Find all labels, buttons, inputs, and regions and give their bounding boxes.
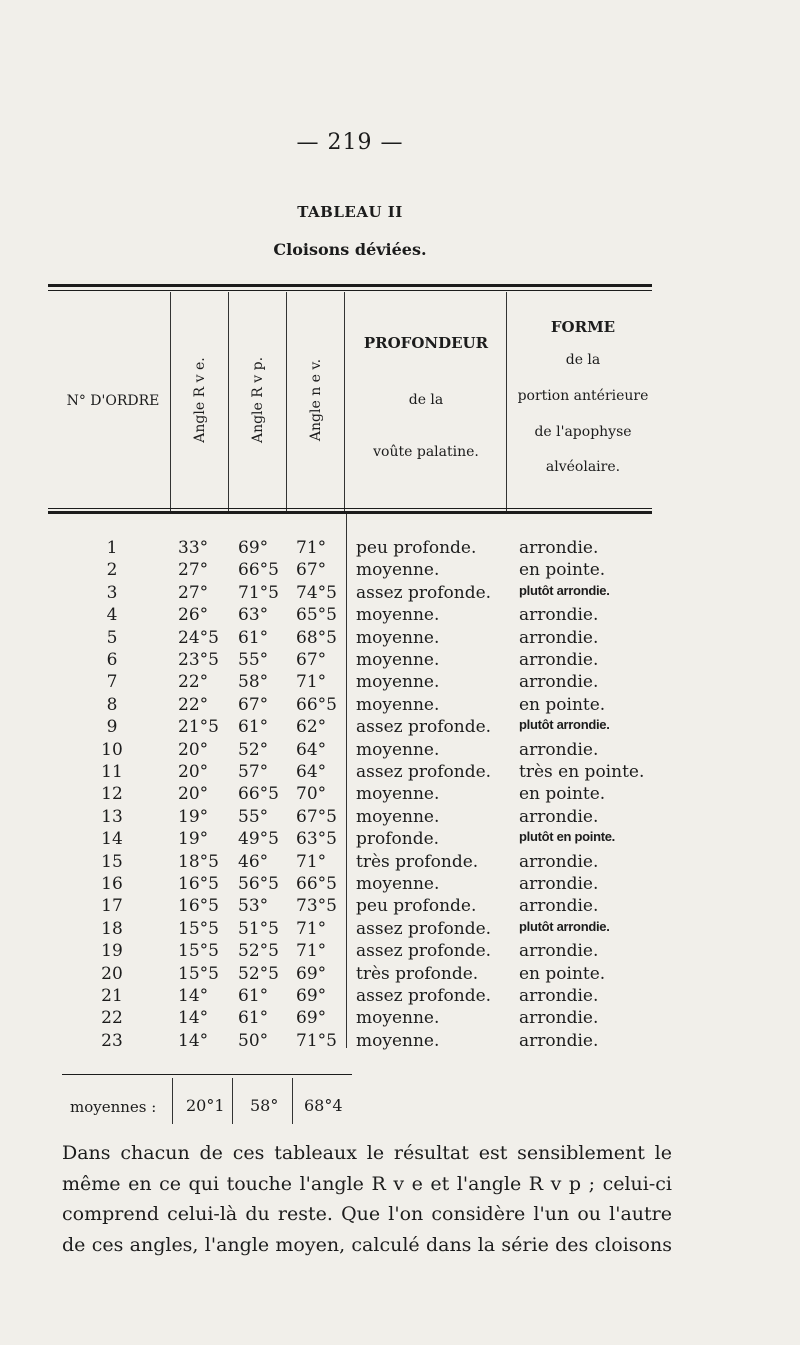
column-separator [228, 292, 229, 514]
forme-value: en pointe. [519, 963, 606, 984]
angle-nev-value: 66°5 [296, 694, 337, 715]
table-top-rule [48, 284, 652, 287]
angle-nev-value: 71° [296, 851, 327, 872]
profondeur-value: assez profonde. [356, 717, 492, 738]
table-row [0, 628, 700, 650]
angle-rve-value: 20° [178, 739, 209, 760]
profondeur-value: moyenne. [356, 694, 440, 715]
paragraph-line: de ces angles, l'angle moyen, calculé dans la série des cloisons [62, 1233, 672, 1256]
angle-nev-value: 73°5 [296, 896, 337, 917]
angle-rve-value: 18°5 [178, 851, 219, 872]
angle-rvp-value: 49°5 [238, 829, 279, 850]
profondeur-value: moyenne. [356, 874, 440, 894]
row-number: 3 [106, 582, 118, 603]
header-forme-4: de l'apophyse [534, 424, 632, 440]
table-row [0, 784, 700, 806]
row-number: 2 [106, 560, 118, 581]
header-profondeur-3: voûte palatine. [373, 444, 479, 460]
table-row [0, 1008, 700, 1030]
row-number: 23 [101, 1030, 123, 1051]
angle-rve-value: 27° [178, 560, 209, 581]
angle-rvp-value: 50° [238, 1030, 269, 1051]
forme-value: très en pointe. [519, 762, 645, 782]
angle-nev-value: 67° [296, 650, 327, 670]
forme-value: arrondie. [519, 1030, 599, 1051]
angle-rvp-value: 53° [238, 896, 269, 917]
angle-nev-value: 64° [296, 739, 327, 760]
row-number: 8 [106, 694, 118, 715]
angle-rvp-value: 61° [238, 717, 269, 738]
angle-rvp-value: 46° [238, 851, 269, 872]
header-angle-nev: Angle n e v. [308, 358, 324, 442]
angle-rve-value: 19° [178, 829, 209, 850]
angle-rve-value: 20° [178, 784, 209, 805]
averages-separator [232, 1078, 233, 1124]
angle-nev-value: 65°5 [296, 605, 337, 626]
angle-rvp-value: 58° [238, 672, 269, 693]
angle-rvp-value: 61° [238, 1008, 269, 1029]
angle-nev-value: 71° [296, 918, 327, 939]
column-separator [286, 292, 287, 514]
profondeur-value: moyenne. [356, 1008, 440, 1029]
header-forme-3: portion antérieure [517, 388, 649, 404]
table-row [0, 762, 700, 784]
table-row [0, 583, 700, 605]
header-profondeur-1: PROFONDEUR [363, 334, 489, 352]
angle-rve-value: 26° [178, 605, 209, 626]
header-profondeur-2: de la [408, 392, 444, 408]
angle-rvp-value: 51°5 [238, 918, 279, 939]
average-nev: 68°4 [304, 1096, 343, 1115]
angle-nev-value: 71° [296, 538, 327, 558]
table-row [0, 650, 700, 672]
angle-nev-value: 67° [296, 560, 327, 581]
forme-value: en pointe. [519, 694, 606, 715]
forme-value: plutôt en pointe. [519, 829, 615, 845]
row-number: 12 [101, 784, 123, 805]
table-row [0, 874, 700, 896]
paragraph-line: Dans chacun de ces tableaux le résultat est sensiblement le [62, 1142, 672, 1164]
average-rvp: 58° [250, 1096, 279, 1115]
forme-value: plutôt arrondie. [519, 582, 610, 598]
profondeur-value: peu profonde. [356, 538, 477, 558]
angle-rve-value: 15°5 [178, 963, 219, 984]
row-number: 7 [106, 672, 118, 693]
angle-rve-value: 16°5 [178, 874, 219, 894]
profondeur-value: très profonde. [356, 851, 479, 872]
angle-nev-value: 68°5 [296, 627, 337, 648]
profondeur-value: assez profonde. [356, 941, 492, 962]
profondeur-value: moyenne. [356, 650, 440, 670]
header-forme-5: alvéolaire. [545, 459, 621, 475]
forme-value: arrondie. [519, 605, 599, 626]
profondeur-value: moyenne. [356, 1030, 440, 1051]
angle-rve-value: 14° [178, 986, 209, 1006]
table-row [0, 852, 700, 874]
table-row [0, 829, 700, 851]
angle-nev-value: 69° [296, 986, 327, 1006]
angle-rve-value: 16°5 [178, 896, 219, 917]
profondeur-value: moyenne. [356, 560, 440, 581]
table-row [0, 1031, 700, 1053]
angle-rve-value: 19° [178, 806, 209, 827]
angle-nev-value: 64° [296, 762, 327, 782]
row-number: 17 [101, 896, 123, 917]
profondeur-value: peu profonde. [356, 896, 477, 917]
row-number: 18 [101, 918, 123, 939]
row-number: 11 [101, 762, 123, 782]
row-number: 1 [106, 538, 118, 558]
angle-rve-value: 15°5 [178, 918, 219, 939]
row-number: 22 [101, 1008, 123, 1029]
angle-nev-value: 66°5 [296, 874, 337, 894]
profondeur-value: assez profonde. [356, 986, 492, 1006]
column-separator [344, 292, 345, 514]
angle-rve-value: 21°5 [178, 717, 219, 738]
averages-label: moyennes : [70, 1098, 157, 1116]
table-row [0, 695, 700, 717]
header-angle-rvp: Angle R v p. [250, 356, 266, 444]
averages-separator [172, 1078, 173, 1124]
header-angle-rve: Angle R v e. [192, 357, 208, 443]
page-number: — 219 — [296, 130, 404, 155]
angle-nev-value: 74°5 [296, 582, 337, 603]
angle-nev-value: 71°5 [296, 1030, 337, 1051]
forme-value: en pointe. [519, 784, 606, 805]
angle-rvp-value: 56°5 [238, 874, 279, 894]
angle-rve-value: 22° [178, 672, 209, 693]
table-row [0, 605, 700, 627]
header-forme-1: FORME [550, 318, 616, 336]
table-top-rule-thin [48, 290, 652, 291]
table-row [0, 896, 700, 918]
angle-rve-value: 22° [178, 694, 209, 715]
table-row [0, 807, 700, 829]
row-number: 15 [101, 851, 123, 872]
table-title: TABLEAU II [297, 203, 403, 221]
angle-rvp-value: 52° [238, 739, 269, 760]
angle-nev-value: 69° [296, 963, 327, 984]
table-subtitle: Cloisons déviées. [273, 240, 427, 259]
profondeur-value: assez profonde. [356, 918, 492, 939]
forme-value: en pointe. [519, 560, 606, 581]
angle-nev-value: 63°5 [296, 829, 337, 850]
paragraph-line: même en ce qui touche l'angle R v e et l'angle R v p ; celui-ci [62, 1172, 672, 1195]
row-number: 14 [101, 829, 123, 850]
angle-rve-value: 33° [178, 538, 209, 558]
row-number: 10 [101, 739, 123, 760]
table-row [0, 986, 700, 1008]
header-bottom-rule-thick [48, 511, 652, 514]
forme-value: arrondie. [519, 986, 599, 1006]
forme-value: arrondie. [519, 896, 599, 917]
column-separator [170, 292, 171, 514]
forme-value: arrondie. [519, 874, 599, 894]
angle-rvp-value: 61° [238, 986, 269, 1006]
row-number: 5 [106, 627, 118, 648]
profondeur-value: assez profonde. [356, 582, 492, 603]
forme-value: arrondie. [519, 1008, 599, 1029]
angle-rvp-value: 52°5 [238, 941, 279, 962]
averages-rule [62, 1074, 352, 1075]
forme-value: arrondie. [519, 538, 599, 558]
profondeur-value: profonde. [356, 829, 440, 850]
angle-rvp-value: 61° [238, 627, 269, 648]
average-rve: 20°1 [186, 1096, 225, 1115]
forme-value: arrondie. [519, 739, 599, 760]
table-row [0, 941, 700, 963]
profondeur-value: moyenne. [356, 806, 440, 827]
forme-value: arrondie. [519, 650, 599, 670]
table-row [0, 740, 700, 762]
angle-nev-value: 70° [296, 784, 327, 805]
angle-nev-value: 69° [296, 1008, 327, 1029]
row-number: 4 [106, 605, 118, 626]
header-bottom-rule [48, 508, 652, 509]
paragraph-line: comprend celui-là du reste. Que l'on considère l'un ou l'autre [62, 1203, 672, 1225]
forme-value: arrondie. [519, 806, 599, 827]
table-row [0, 560, 700, 582]
profondeur-value: moyenne. [356, 739, 440, 760]
profondeur-value: très profonde. [356, 963, 479, 984]
angle-nev-value: 71° [296, 672, 327, 693]
angle-rve-value: 27° [178, 582, 209, 603]
angle-nev-value: 67°5 [296, 806, 337, 827]
angle-rvp-value: 55° [238, 806, 269, 827]
angle-rvp-value: 71°5 [238, 582, 279, 603]
table-row [0, 538, 700, 560]
angle-rve-value: 23°5 [178, 650, 219, 670]
header-forme-2: de la [565, 352, 601, 368]
header-ordre: N° D'ORDRE [66, 393, 160, 409]
forme-value: arrondie. [519, 941, 599, 962]
angle-rve-value: 24°5 [178, 627, 219, 648]
angle-nev-value: 62° [296, 717, 327, 738]
row-number: 19 [101, 941, 123, 962]
column-separator [506, 292, 507, 514]
angle-rve-value: 14° [178, 1030, 209, 1051]
angle-rvp-value: 66°5 [238, 784, 279, 805]
averages-separator [292, 1078, 293, 1124]
row-number: 9 [106, 717, 118, 738]
table-row [0, 717, 700, 739]
profondeur-value: moyenne. [356, 627, 440, 648]
profondeur-value: assez profonde. [356, 762, 492, 782]
forme-value: arrondie. [519, 627, 599, 648]
table-row [0, 919, 700, 941]
forme-value: arrondie. [519, 851, 599, 872]
profondeur-value: moyenne. [356, 672, 440, 693]
row-number: 6 [106, 650, 118, 670]
angle-rvp-value: 63° [238, 605, 269, 626]
row-number: 13 [101, 806, 123, 827]
body-paragraph [62, 1138, 672, 1260]
angle-rvp-value: 67° [238, 694, 269, 715]
forme-value: plutôt arrondie. [519, 918, 610, 934]
profondeur-value: moyenne. [356, 605, 440, 626]
angle-rvp-value: 57° [238, 762, 269, 782]
angle-rve-value: 14° [178, 1008, 209, 1029]
angle-rve-value: 15°5 [178, 941, 219, 962]
angle-rvp-value: 55° [238, 650, 269, 670]
table-row [0, 672, 700, 694]
profondeur-value: moyenne. [356, 784, 440, 805]
angle-nev-value: 71° [296, 941, 327, 962]
angle-rvp-value: 69° [238, 538, 269, 558]
forme-value: plutôt arrondie. [519, 717, 610, 733]
forme-value: arrondie. [519, 672, 599, 693]
table-row [0, 964, 700, 986]
angle-rve-value: 20° [178, 762, 209, 782]
angle-rvp-value: 52°5 [238, 963, 279, 984]
angle-rvp-value: 66°5 [238, 560, 279, 581]
row-number: 16 [101, 874, 123, 894]
row-number: 21 [101, 986, 123, 1006]
row-number: 20 [101, 963, 123, 984]
